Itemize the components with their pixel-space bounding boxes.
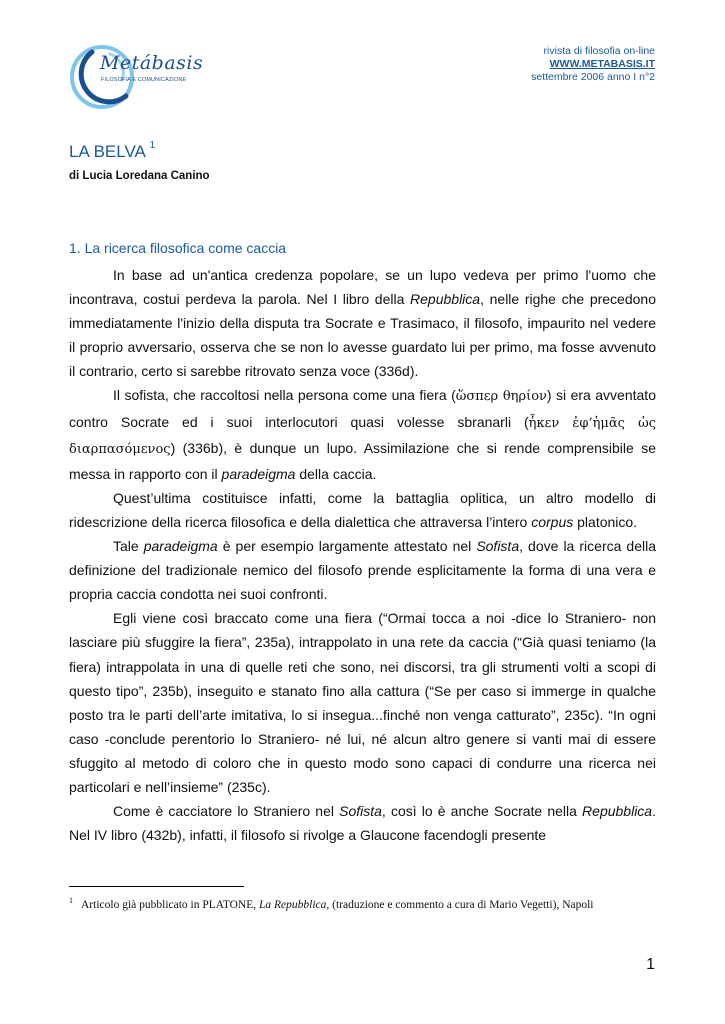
footnote-italic: La Repubblica [259, 898, 327, 911]
journal-issue: settembre 2006 anno I n°2 [531, 71, 655, 83]
paragraph-3-text-c: platonico. [573, 513, 638, 530]
article-body [69, 263, 656, 847]
section-title: 1. La ricerca filosofica come caccia [69, 240, 287, 256]
paragraph-2-text-c: ) (336b), è dunque un lupo. Assimilazione che si rende comprensibile se messa in rapporto con il [69, 439, 656, 482]
journal-url-link[interactable]: WWW.METABASIS.IT [549, 58, 655, 70]
paragraph-1-text-c: , nelle righe che precedono immediatamente l'inizio della disputa tra Socrate e Trasimaco, il filosofo, impaurito nel vedere il proprio avversario, osserva che se non lo avesse guardato lui per primo, ma fosse avvenuto il contrario, certo si sarebbe ritrovato senza voce (336d). [69, 291, 656, 380]
footnote-divider [69, 886, 244, 887]
paragraph-5: Egli viene così braccato come una fiera (“Ormai tocca a noi -dice lo Straniero- non lasciare più sfuggire la fiera”, 235a), intrappolato in una rete da caccia (“Già quasi teniamo (la fiera) intrappolata in una di quelle reti che sono, nei discorsi, tra gli strumenti volti a scopi di questo tipo”, 235b), inseguito e stanato fino alla cattura (“Se per caso si immerge in qualche posto tra le parti dell’arte imitativa, lo si insegua...finché non venga catturato”, 235c). “In ogni caso -conclude perentorio lo Straniero- né lui, né alcun altro genere si vanti mai di essere sfuggito al metodo di coloro che in questo modo sono capaci di condurre una ricerca nei particolari e nell’insieme” (235c). [69, 610, 656, 795]
paragraph-3 [69, 486, 656, 534]
paragraph-4-text-e: , dove la ricerca della definizione del tradizionale nemico del filosofo prende esplicitamente la forma di una vera e propria caccia condotta nei suoi confronti. [69, 538, 657, 603]
paragraph-6-italic-2: Repubblica [582, 803, 653, 820]
paragraph-2-italic: paradeigma [221, 465, 296, 482]
paragraph-6-text-c: , così lo è anche Socrate nella [381, 803, 583, 820]
paragraph-4-text-c: è per esempio largamente attestato nel [217, 538, 477, 555]
article-title-text: LA BELVA [69, 142, 145, 161]
paragraph-4-italic-2: Sofista [476, 538, 520, 555]
paragraph-4 [69, 534, 656, 606]
footnote-reference[interactable]: 1 [149, 140, 156, 152]
footnote-text-a: Articolo già pubblicato in PLATONE, [81, 898, 260, 911]
footnote-number: 1 [69, 896, 73, 905]
greek-quote-1: ὥσπερ θηρίον [455, 389, 547, 405]
paragraph-3-italic: corpus [531, 513, 574, 530]
paragraph-6-italic-1: Sofista [339, 803, 382, 820]
paragraph-4-italic-1: paradeigma [143, 538, 218, 555]
article-author: di Lucia Loredana Canino [69, 170, 210, 182]
page-number: 1 [646, 956, 655, 973]
paragraph-4-text-a: Tale [113, 538, 144, 555]
greek-quote-2: ἧκεν ἐφ’ἡμᾶς ὡς διαρπασόμενος [69, 415, 656, 457]
paragraph-3-text-a: Quest’ultima costituisce infatti, come la battaglia oplitica, un altro modello di ridescrizione della ricerca filosofica e della dialettica che attraversa l’intero [69, 489, 656, 530]
paragraph-1-text-a: In base ad un'antica credenza popolare, se un lupo vedeva per primo l'uomo che incontrava, costui perdeva la parola. Nel I libro della [69, 267, 656, 308]
logo-wordmark: Metábasis [100, 52, 204, 74]
paragraph-2-text-e: della caccia. [295, 465, 377, 482]
footnote [69, 896, 669, 911]
paragraph-2-text-a: Il sofista, che raccoltosi nella persona come una fiera ( [113, 387, 456, 404]
paragraph-6-text-a: Come è cacciatore lo Straniero nel [113, 803, 340, 820]
logo-tagline: FILOSOFIA E COMUNICAZIONE [101, 77, 187, 83]
paragraph-1 [69, 263, 656, 383]
paragraph-6-text-e: . Nel IV libro (432b), infatti, il filosofo si rivolge a Glaucone facendogli presente [69, 803, 656, 844]
footnote-text-c: , (traduzione e commento a cura di Mario Vegetti), Napoli [326, 898, 594, 911]
journal-name: rivista di filosofia on-line [543, 45, 655, 57]
paragraph-2-text-b: ) si era avventato contro Socrate ed i suoi interlocutori quasi volesse sbranarli ( [69, 387, 656, 430]
paragraph-1-italic: Repubblica [410, 291, 481, 308]
journal-header [531, 45, 655, 84]
article-title [69, 142, 155, 162]
paragraph-2 [69, 383, 656, 485]
paragraph-6 [69, 799, 656, 847]
